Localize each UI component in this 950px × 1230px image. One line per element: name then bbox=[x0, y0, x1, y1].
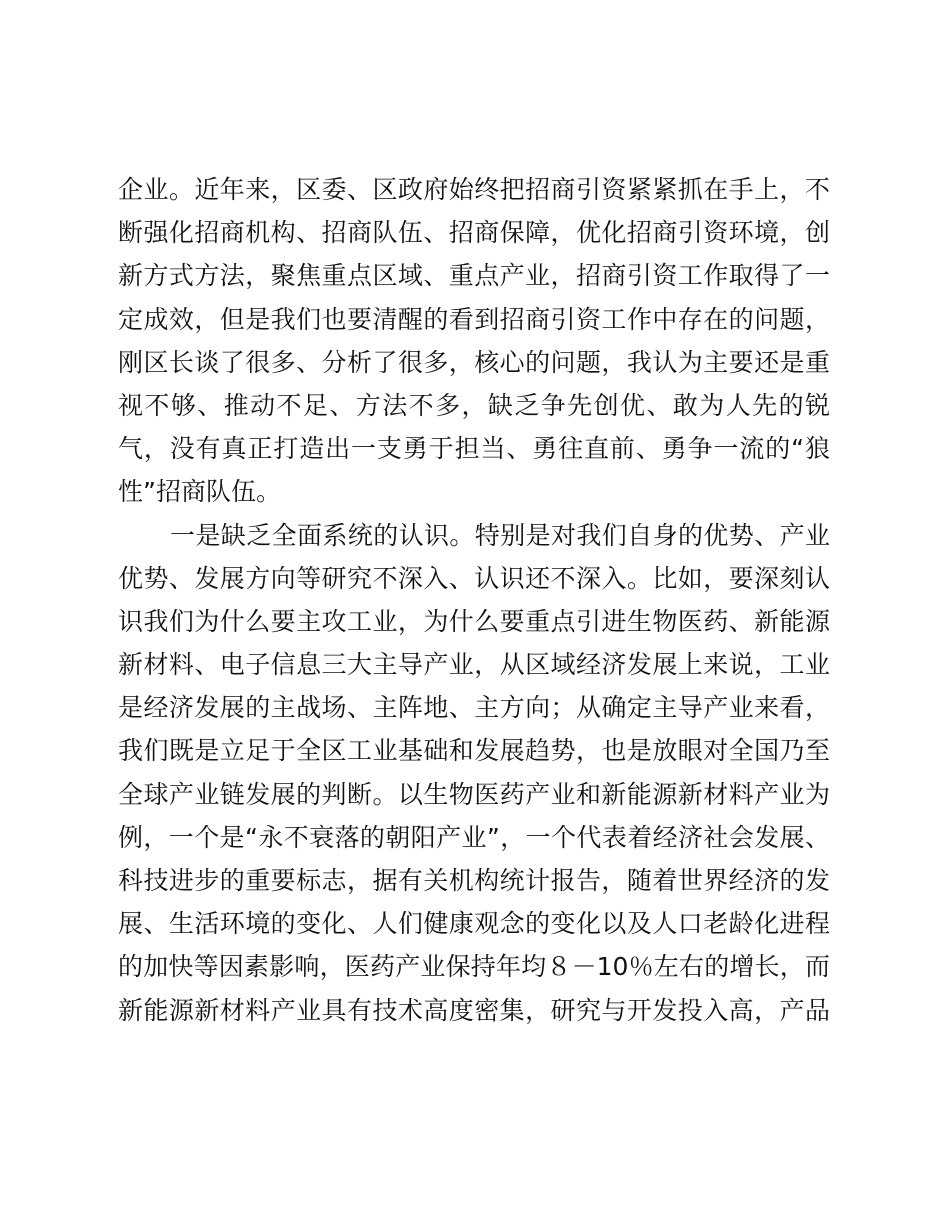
text-line: 优势、发展方向等研究不深入、认识还不深入。比如，要深刻认 bbox=[118, 563, 830, 593]
text-line: 全球产业链发展的判断。以生物医药产业和新能源新材料产业为 bbox=[118, 779, 830, 809]
text-line: 性”招商队伍。 bbox=[118, 477, 281, 507]
text-line: 视不够、推动不足、方法不多，缺乏争先创优、敢为人先的锐 bbox=[118, 390, 830, 420]
text-line: 定成效，但是我们也要清醒的看到招商引资工作中存在的问题， bbox=[118, 304, 830, 334]
text-line: 科技进步的重要标志，据有关机构统计报告，随着世界经济的发 bbox=[118, 866, 830, 895]
text-line: 新材料、电子信息三大主导产业，从区域经济发展上来说，工业 bbox=[118, 650, 830, 680]
text-line: 新能源新材料产业具有技术高度密集，研究与开发投入高，产品 bbox=[118, 995, 830, 1025]
text-line: 展、生活环境的变化、人们健康观念的变化以及人口老龄化进程 bbox=[118, 909, 830, 939]
text-line: 例，一个是“永不衰落的朝阳产业”，一个代表着经济社会发展、 bbox=[118, 822, 830, 852]
paragraph-start-line: 一是缺乏全面系统的认识。特别是对我们自身的优势、产业 bbox=[170, 520, 830, 550]
document-body bbox=[118, 168, 830, 1032]
text-line: 新方式方法，聚焦重点区域、重点产业，招商引资工作取得了一 bbox=[118, 261, 830, 291]
text-line: 识我们为什么要主攻工业，为什么要重点引进生物医药、新能源 bbox=[118, 606, 830, 636]
text-line: 断强化招商机构、招商队伍、招商保障，优化招商引资环境，创 bbox=[118, 218, 830, 248]
text-line: 的加快等因素影响，医药产业保持年均８－10％左右的增长，而 bbox=[118, 952, 830, 982]
text-line: 气，没有真正打造出一支勇于担当、勇往直前、勇争一流的“狼 bbox=[118, 434, 830, 464]
text-line: 企业。近年来，区委、区政府始终把招商引资紧紧抓在手上，不 bbox=[118, 175, 830, 204]
text-line: 是经济发展的主战场、主阵地、主方向；从确定主导产业来看， bbox=[118, 693, 830, 723]
text-line: 刚区长谈了很多、分析了很多，核心的问题，我认为主要还是重 bbox=[118, 347, 830, 377]
text-line: 我们既是立足于全区工业基础和发展趋势，也是放眼对全国乃至 bbox=[118, 736, 830, 766]
